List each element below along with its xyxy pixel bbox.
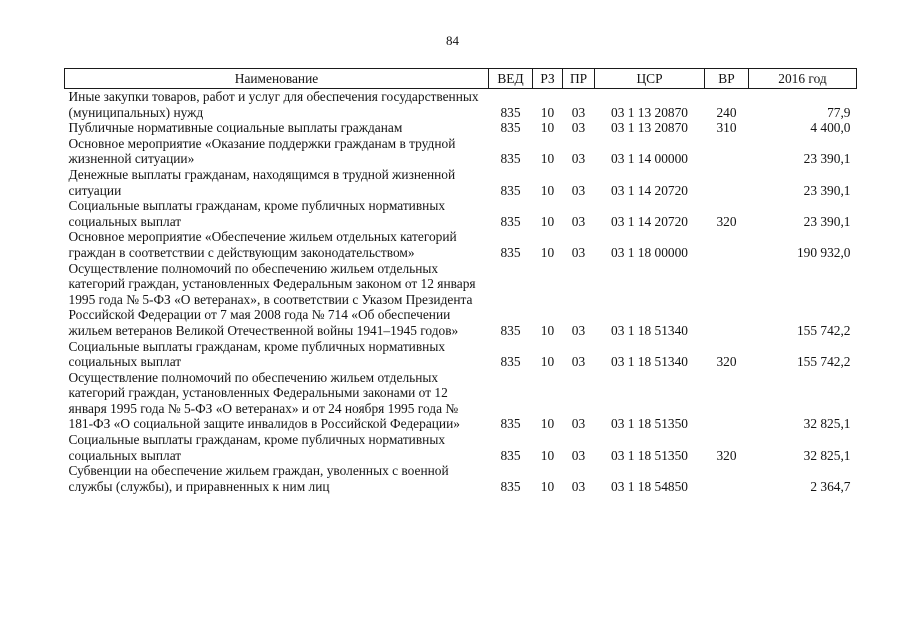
row-ved: 835 [500, 182, 521, 198]
row-rz: 10 [540, 416, 555, 432]
table-row [65, 89, 857, 121]
header-ved: ВЕД [489, 69, 533, 89]
row-pr: 03 [571, 182, 586, 198]
header-rz: РЗ [533, 69, 563, 89]
row-vr [705, 167, 749, 198]
row-sum: 190 932,0 [796, 244, 851, 260]
table-row [65, 432, 857, 463]
row-rz: 10 [540, 354, 555, 370]
row-csr: 03 1 18 51340 [611, 354, 688, 370]
row-pr: 03 [571, 213, 586, 229]
row-csr: 03 1 18 51350 [611, 447, 688, 463]
row-rz: 10 [540, 478, 555, 494]
row-vr [705, 370, 749, 432]
row-ved: 835 [500, 213, 521, 229]
row-pr: 03 [571, 244, 586, 260]
row-rz: 10 [540, 120, 555, 136]
row-name: Иные закупки товаров, работ и услуг для обеспечения государственных (муниципальных) нужд [68, 89, 479, 120]
row-csr: 03 1 18 51350 [611, 416, 688, 432]
row-ved: 835 [500, 478, 521, 494]
row-csr: 03 1 13 20870 [611, 120, 688, 136]
row-ved: 835 [500, 416, 521, 432]
row-ved: 835 [500, 120, 521, 136]
row-csr: 03 1 14 00000 [611, 151, 688, 167]
row-name: Социальные выплаты гражданам, кроме публичных нормативных социальных выплат [68, 338, 446, 370]
row-vr: 310 [716, 120, 737, 136]
row-vr [705, 463, 749, 494]
table-header-row [65, 69, 857, 89]
row-rz: 10 [540, 104, 555, 120]
table-row [65, 339, 857, 370]
row-vr: 320 [716, 213, 737, 229]
row-sum: 77,9 [827, 104, 851, 120]
row-sum: 23 390,1 [803, 151, 851, 167]
row-vr [705, 261, 749, 339]
row-ved: 835 [500, 104, 521, 120]
budget-table [64, 68, 857, 494]
row-name: Осуществление полномочий по обеспечению жильем отдельных категорий граждан, установленных Федеральным законом от 12 января 1995 года № 5-ФЗ «О ветеранах», в соответствии с Указом Президента Российской Федерации от 7 мая 2008 года № 714 «Об обеспечении жильем ветеранов Великой Отечественной войны 1941–1945 годов» [68, 260, 476, 338]
table-row [65, 167, 857, 198]
row-vr: 320 [716, 354, 737, 370]
row-name: Социальные выплаты гражданам, кроме публичных нормативных социальных выплат [68, 432, 446, 463]
row-ved: 835 [500, 244, 521, 260]
header-pr: ПР [563, 69, 595, 89]
row-rz: 10 [540, 151, 555, 167]
row-name: Основное мероприятие «Оказание поддержки гражданам в трудной жизненной ситуации» [68, 135, 456, 167]
row-name: Денежные выплаты гражданам, находящимся в трудной жизненной ситуации [68, 166, 456, 198]
row-name: Субвенции на обеспечение жильем граждан, уволенных с военной службы (службы), и приравненных к ним лиц [68, 463, 449, 494]
table-row [65, 261, 857, 339]
row-ved: 835 [500, 354, 521, 370]
row-rz: 10 [540, 447, 555, 463]
row-pr: 03 [571, 120, 586, 136]
header-sum: 2016 год [749, 69, 857, 89]
row-sum: 2 364,7 [810, 478, 851, 494]
row-name: Социальные выплаты гражданам, кроме публичных нормативных социальных выплат [68, 198, 446, 229]
header-name: Наименование [65, 69, 489, 89]
header-csr: ЦСР [595, 69, 705, 89]
row-rz: 10 [540, 182, 555, 198]
row-sum: 4 400,0 [810, 120, 851, 136]
row-pr: 03 [571, 354, 586, 370]
row-rz: 10 [540, 322, 555, 338]
row-csr: 03 1 14 20720 [611, 182, 688, 198]
row-name: Публичные нормативные социальные выплаты гражданам [68, 120, 403, 136]
row-pr: 03 [571, 447, 586, 463]
page-number: 84 [446, 33, 459, 48]
row-csr: 03 1 18 51340 [611, 322, 688, 338]
row-ved: 835 [500, 151, 521, 167]
row-name: Осуществление полномочий по обеспечению жильем отдельных категорий граждан, установленных Федеральными законами от 12 января 1995 года № 5-ФЗ «О ветеранах» и от 24 ноября 1995 года № 181-ФЗ «О социальной защите инвалидов в Российской Федерации» [68, 369, 460, 432]
row-ved: 835 [500, 447, 521, 463]
row-vr [705, 229, 749, 260]
row-sum: 32 825,1 [803, 416, 851, 432]
row-rz: 10 [540, 213, 555, 229]
row-vr [705, 136, 749, 167]
row-sum: 155 742,2 [796, 354, 851, 370]
row-csr: 03 1 13 20870 [611, 104, 688, 120]
row-vr: 240 [716, 104, 737, 120]
table-row [65, 136, 857, 167]
row-pr: 03 [571, 322, 586, 338]
row-name: Основное мероприятие «Обеспечение жильем отдельных категорий граждан в соответствии с действующим законодательством» [68, 229, 457, 260]
table-row [65, 120, 857, 136]
row-csr: 03 1 18 54850 [611, 478, 688, 494]
table-row [65, 463, 857, 494]
row-pr: 03 [571, 478, 586, 494]
row-sum: 23 390,1 [803, 213, 851, 229]
row-sum: 23 390,1 [803, 182, 851, 198]
row-vr: 320 [716, 447, 737, 463]
row-csr: 03 1 18 00000 [611, 244, 688, 260]
row-pr: 03 [571, 151, 586, 167]
header-vr: ВР [705, 69, 749, 89]
table-row [65, 198, 857, 229]
row-csr: 03 1 14 20720 [611, 213, 688, 229]
table-row [65, 229, 857, 260]
row-sum: 155 742,2 [796, 322, 851, 338]
row-sum: 32 825,1 [803, 447, 851, 463]
row-ved: 835 [500, 322, 521, 338]
row-rz: 10 [540, 244, 555, 260]
table-row [65, 370, 857, 432]
row-pr: 03 [571, 416, 586, 432]
row-pr: 03 [571, 104, 586, 120]
